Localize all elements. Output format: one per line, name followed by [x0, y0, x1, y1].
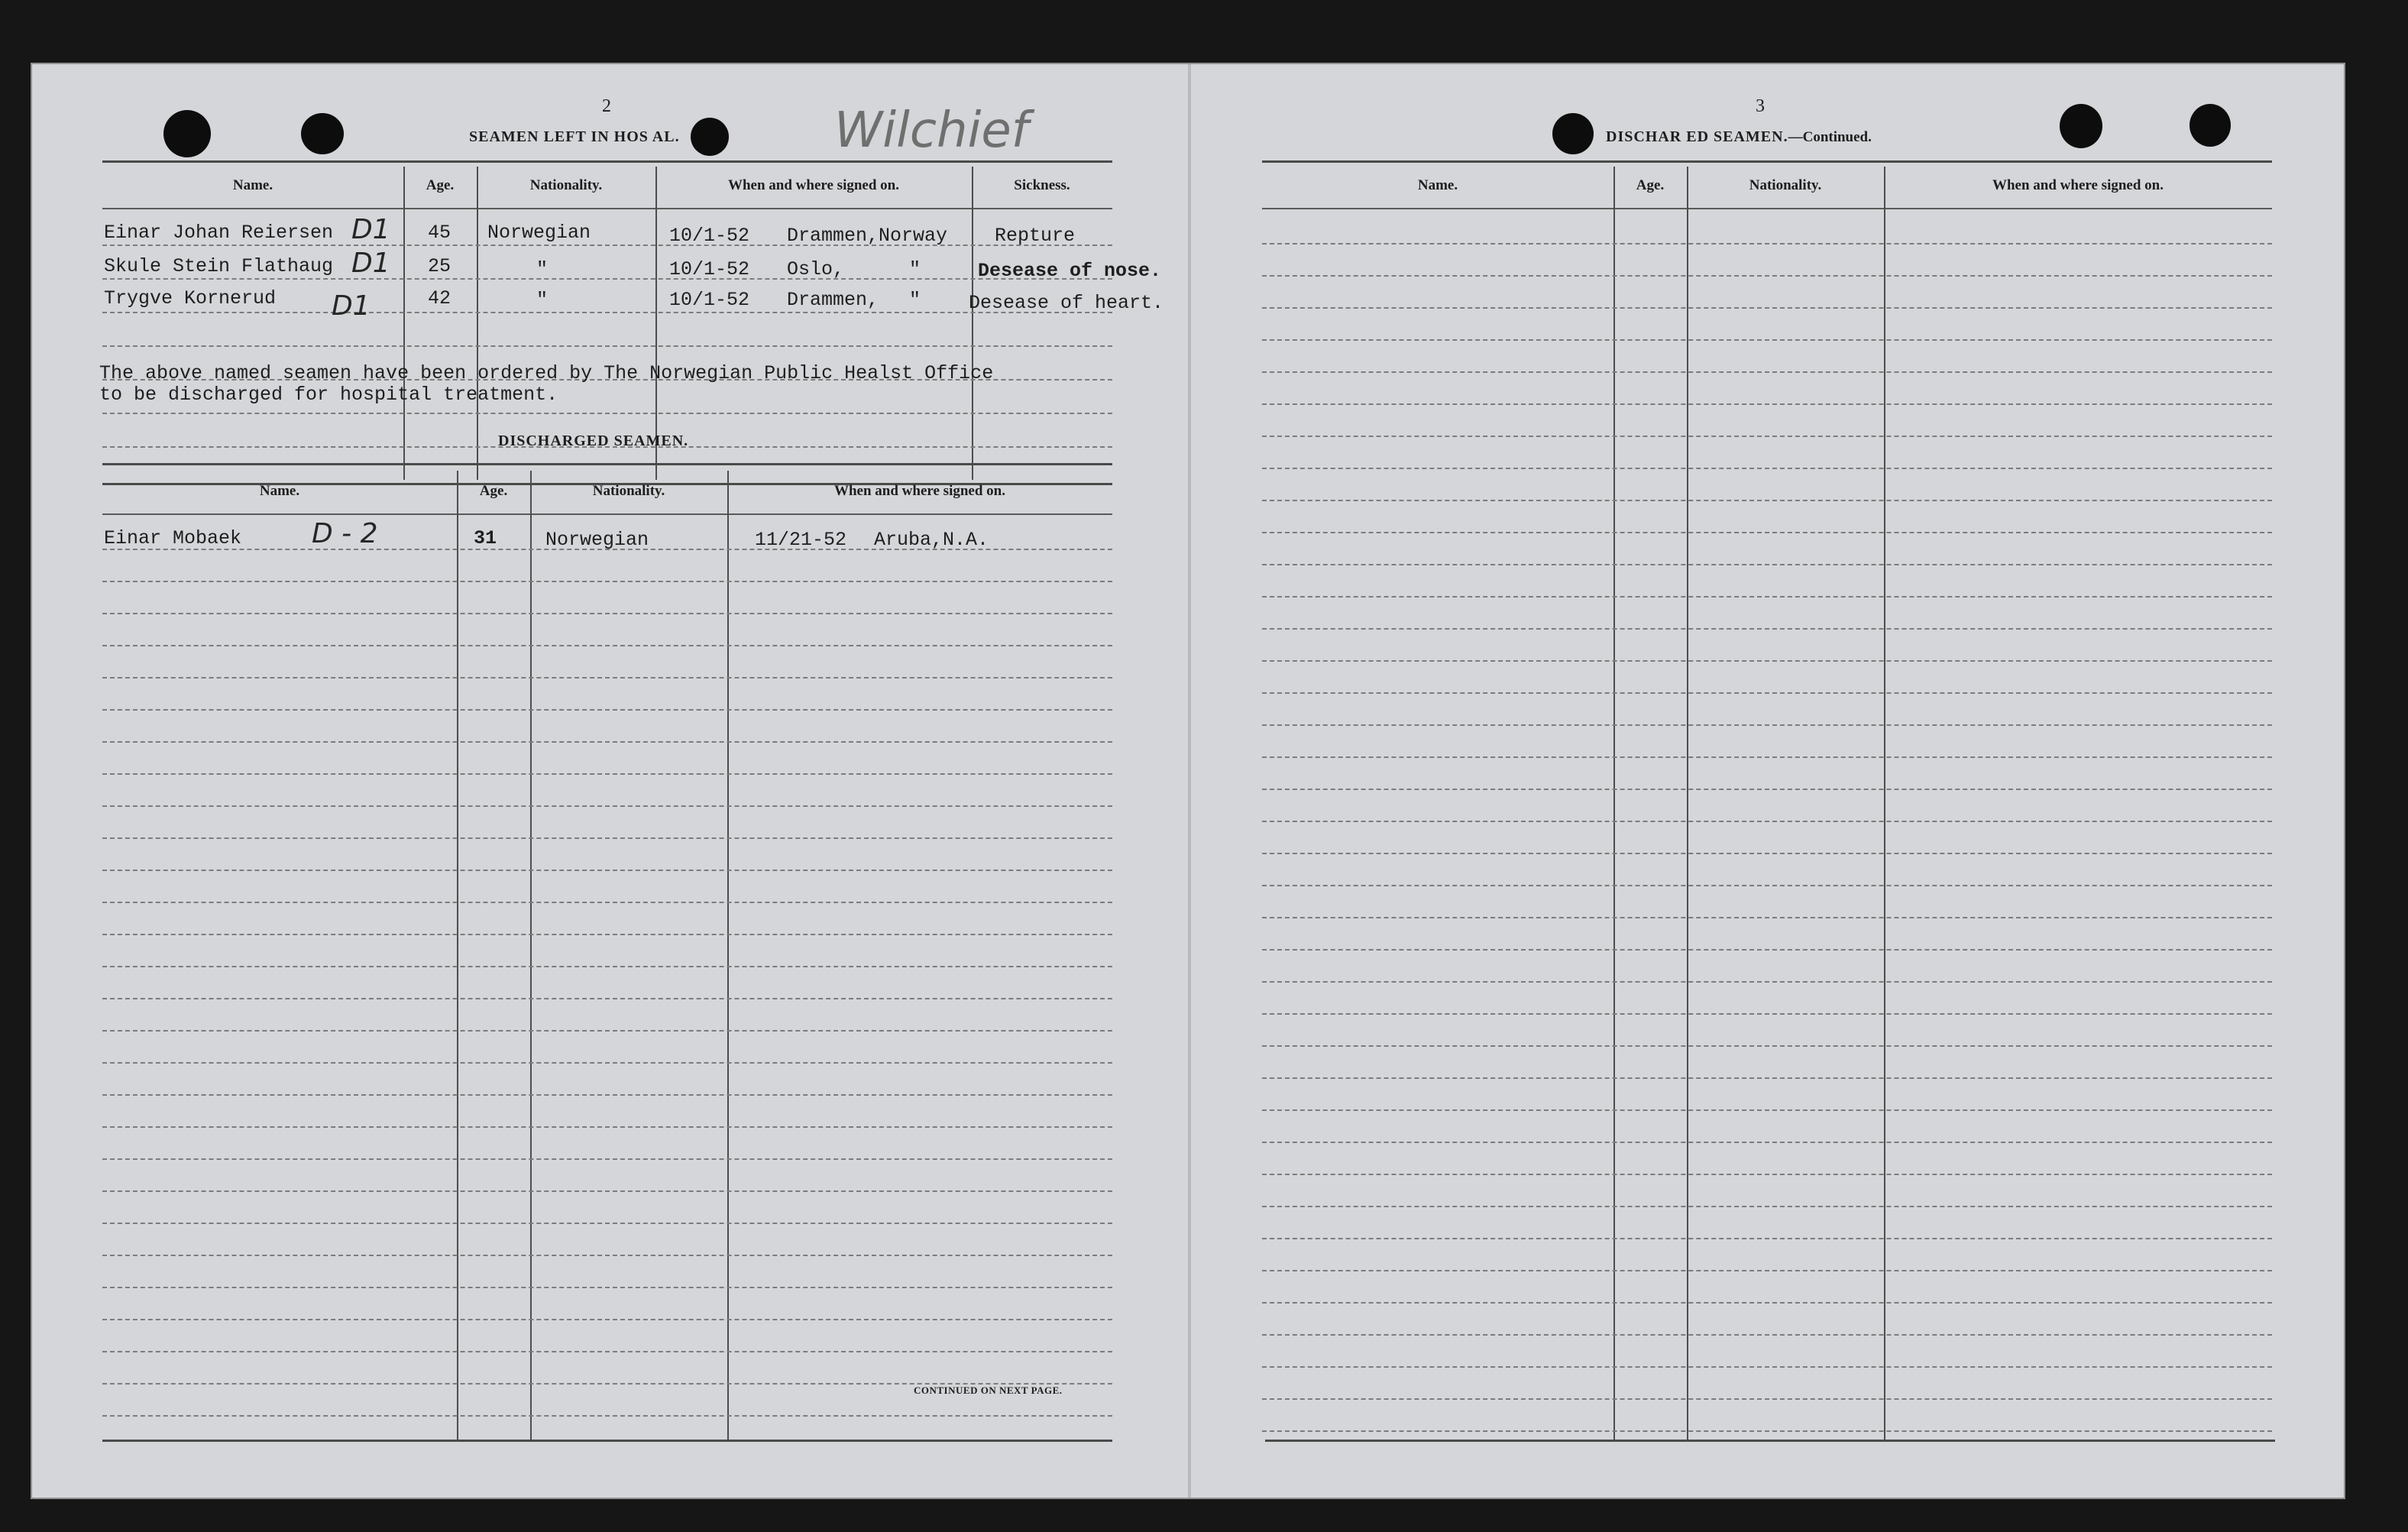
row-rule — [102, 837, 1112, 839]
row-rule — [1262, 821, 2272, 822]
row-rule — [1262, 885, 2272, 886]
hospital-row-place: Drammen,Norway — [787, 225, 948, 247]
row-rule — [102, 645, 1112, 646]
hospital-row-mark: D1 — [351, 214, 390, 245]
row-rule — [1262, 981, 2272, 983]
row-rule — [1262, 1206, 2272, 1207]
right-page-number: 3 — [1756, 96, 1765, 116]
row-rule — [1262, 371, 2272, 373]
row-rule — [1262, 1013, 2272, 1015]
discharged-row-name: Einar Mobaek — [104, 527, 242, 549]
row-rule — [102, 413, 1112, 414]
row-rule — [1262, 917, 2272, 918]
hospital-header-signed-on: When and where signed on. — [727, 177, 899, 193]
discharged-row-age: 31 — [474, 527, 497, 549]
hospital-row-date: 10/1-52 — [669, 225, 750, 247]
hospital-row-nationality: " — [536, 289, 549, 311]
row-rule — [1262, 789, 2272, 790]
row-rule — [102, 549, 1112, 550]
right-table-top-rule — [1262, 160, 2272, 163]
row-rule — [1262, 468, 2272, 469]
punch-hole — [2190, 104, 2231, 147]
row-rule — [102, 709, 1112, 711]
column-divider — [1884, 167, 1885, 1440]
column-divider — [457, 471, 458, 1440]
right-table-bottom-rule — [1265, 1440, 2275, 1442]
row-rule — [1262, 1238, 2272, 1239]
row-rule — [1262, 1174, 2272, 1175]
row-rule — [1262, 628, 2272, 630]
hospital-row-mark: D1 — [351, 248, 390, 279]
hospital-row-name: Trygve Kornerud — [104, 287, 277, 309]
row-rule — [102, 312, 1112, 313]
row-rule — [1262, 1045, 2272, 1047]
row-rule — [1262, 436, 2272, 437]
row-rule — [102, 1351, 1112, 1352]
row-rule — [102, 1062, 1112, 1064]
hospital-header-age: Age. — [426, 177, 455, 193]
right-header-signed-on: When and where signed on. — [1992, 177, 2164, 193]
right-table-header-rule — [1262, 208, 2272, 209]
row-rule — [102, 870, 1112, 871]
row-rule — [102, 1255, 1112, 1256]
document-sheet — [31, 63, 2345, 1499]
column-divider — [403, 167, 405, 480]
hospital-table-top-rule — [102, 160, 1112, 163]
hospital-row-age: 25 — [428, 255, 452, 277]
punch-hole — [691, 118, 729, 156]
row-rule — [1262, 756, 2272, 758]
row-rule — [102, 1158, 1112, 1160]
hospital-row-nationality: " — [536, 258, 549, 280]
hospital-row-mark: D1 — [332, 290, 371, 322]
row-rule — [1262, 564, 2272, 565]
row-rule — [102, 1415, 1112, 1417]
right-title-suffix: —Continued. — [1788, 129, 1872, 145]
column-divider — [530, 471, 532, 1440]
right-title-main: DISCHAR ED SEAMEN. — [1606, 128, 1788, 145]
hospital-row-name: Skule Stein Flathaug — [104, 255, 334, 277]
row-rule — [1262, 243, 2272, 245]
discharged-header-signed-on: When and where signed on. — [833, 483, 1005, 499]
row-rule — [1262, 339, 2272, 341]
page-fold — [1188, 64, 1191, 1498]
row-rule — [1262, 500, 2272, 501]
row-rule — [102, 1126, 1112, 1128]
row-rule — [1262, 403, 2272, 405]
hospital-row-sickness: Desease of nose. — [978, 260, 1162, 282]
row-rule — [102, 1319, 1112, 1320]
row-rule — [1262, 307, 2272, 309]
hospital-row-sickness: Repture — [995, 225, 1076, 247]
row-rule — [1262, 853, 2272, 854]
row-rule — [102, 245, 1112, 246]
column-divider — [477, 167, 478, 480]
row-rule — [102, 1094, 1112, 1096]
row-rule — [102, 613, 1112, 614]
discharged-header-name: Name. — [259, 483, 300, 499]
row-rule — [102, 902, 1112, 903]
punch-hole — [1552, 113, 1594, 154]
column-divider — [1687, 167, 1688, 1440]
hospital-row-date: 10/1-52 — [669, 258, 750, 280]
discharged-row-place: Aruba,N.A. — [874, 529, 989, 551]
discharged-header-nationality: Nationality. — [592, 483, 665, 499]
row-rule — [1262, 1302, 2272, 1304]
column-divider — [727, 471, 729, 1440]
row-rule — [102, 805, 1112, 807]
row-rule — [102, 278, 1112, 280]
row-rule — [102, 998, 1112, 999]
hospital-row-place: Drammen, — [787, 289, 879, 311]
punch-hole — [163, 110, 211, 157]
hospital-header-name: Name. — [232, 177, 273, 193]
row-rule — [102, 741, 1112, 743]
row-rule — [102, 1223, 1112, 1224]
row-rule — [102, 677, 1112, 679]
row-rule — [102, 773, 1112, 775]
hospital-section-title: SEAMEN LEFT IN HOS AL. — [469, 128, 680, 145]
hospital-table-header-rule — [102, 208, 1112, 209]
row-rule — [1262, 1270, 2272, 1271]
signature: Wilchief — [834, 102, 1029, 159]
column-divider — [1613, 167, 1615, 1440]
hospital-row-place: Oslo, — [787, 258, 845, 280]
row-rule — [102, 966, 1112, 967]
hospital-note-line-2: to be discharged for hospital treatment. — [99, 384, 558, 406]
row-rule — [1262, 1109, 2272, 1111]
hospital-row-age: 45 — [428, 222, 452, 244]
row-rule — [1262, 949, 2272, 951]
discharged-row-nationality: Norwegian — [545, 529, 649, 551]
column-divider — [972, 167, 973, 480]
row-rule — [1262, 1077, 2272, 1079]
right-section-title — [1606, 128, 1872, 146]
right-header-age: Age. — [1636, 177, 1665, 193]
discharged-row-date: 11/21-52 — [755, 529, 847, 551]
row-rule — [102, 581, 1112, 582]
row-rule — [1262, 692, 2272, 694]
punch-hole — [2060, 104, 2102, 148]
hospital-row-sickness: Desease of heart. — [969, 292, 1164, 314]
row-rule — [102, 345, 1112, 347]
row-rule — [1262, 1142, 2272, 1143]
discharged-row-mark: D - 2 — [312, 518, 378, 549]
discharged-table-header-rule — [102, 513, 1112, 515]
hospital-row-nationality: Norwegian — [487, 222, 591, 244]
hospital-row-age: 42 — [428, 287, 452, 309]
row-rule — [102, 1287, 1112, 1288]
continued-footer: CONTINUED ON NEXT PAGE. — [914, 1385, 1063, 1396]
discharged-table-bottom-rule — [102, 1440, 1112, 1442]
row-rule — [1262, 1366, 2272, 1368]
row-rule — [102, 1190, 1112, 1192]
discharged-section-title: DISCHARGED SEAMEN. — [498, 432, 689, 449]
hospital-row-name: Einar Johan Reiersen — [104, 222, 334, 244]
row-rule — [1262, 532, 2272, 533]
hospital-row-date: 10/1-52 — [669, 289, 750, 311]
row-rule — [102, 934, 1112, 935]
right-header-nationality: Nationality. — [1749, 177, 1822, 193]
hospital-row-place-ditto: " — [909, 289, 921, 311]
row-rule — [1262, 1430, 2272, 1432]
discharged-table-top-rule — [102, 463, 1112, 465]
left-page-number: 2 — [602, 96, 611, 116]
punch-hole — [301, 113, 344, 154]
hospital-note-line-1: The above named seamen have been ordered by The Norwegian Public Healst Office — [99, 362, 994, 384]
row-rule — [102, 1030, 1112, 1032]
row-rule — [1262, 1398, 2272, 1400]
hospital-header-sickness: Sickness. — [1014, 177, 1070, 193]
row-rule — [1262, 1334, 2272, 1336]
discharged-header-age: Age. — [479, 483, 508, 499]
row-rule — [1262, 275, 2272, 277]
hospital-row-place-ditto: " — [909, 258, 921, 280]
row-rule — [1262, 724, 2272, 726]
right-header-name: Name. — [1417, 177, 1458, 193]
row-rule — [1262, 596, 2272, 598]
hospital-header-nationality: Nationality. — [529, 177, 603, 193]
row-rule — [1262, 660, 2272, 662]
